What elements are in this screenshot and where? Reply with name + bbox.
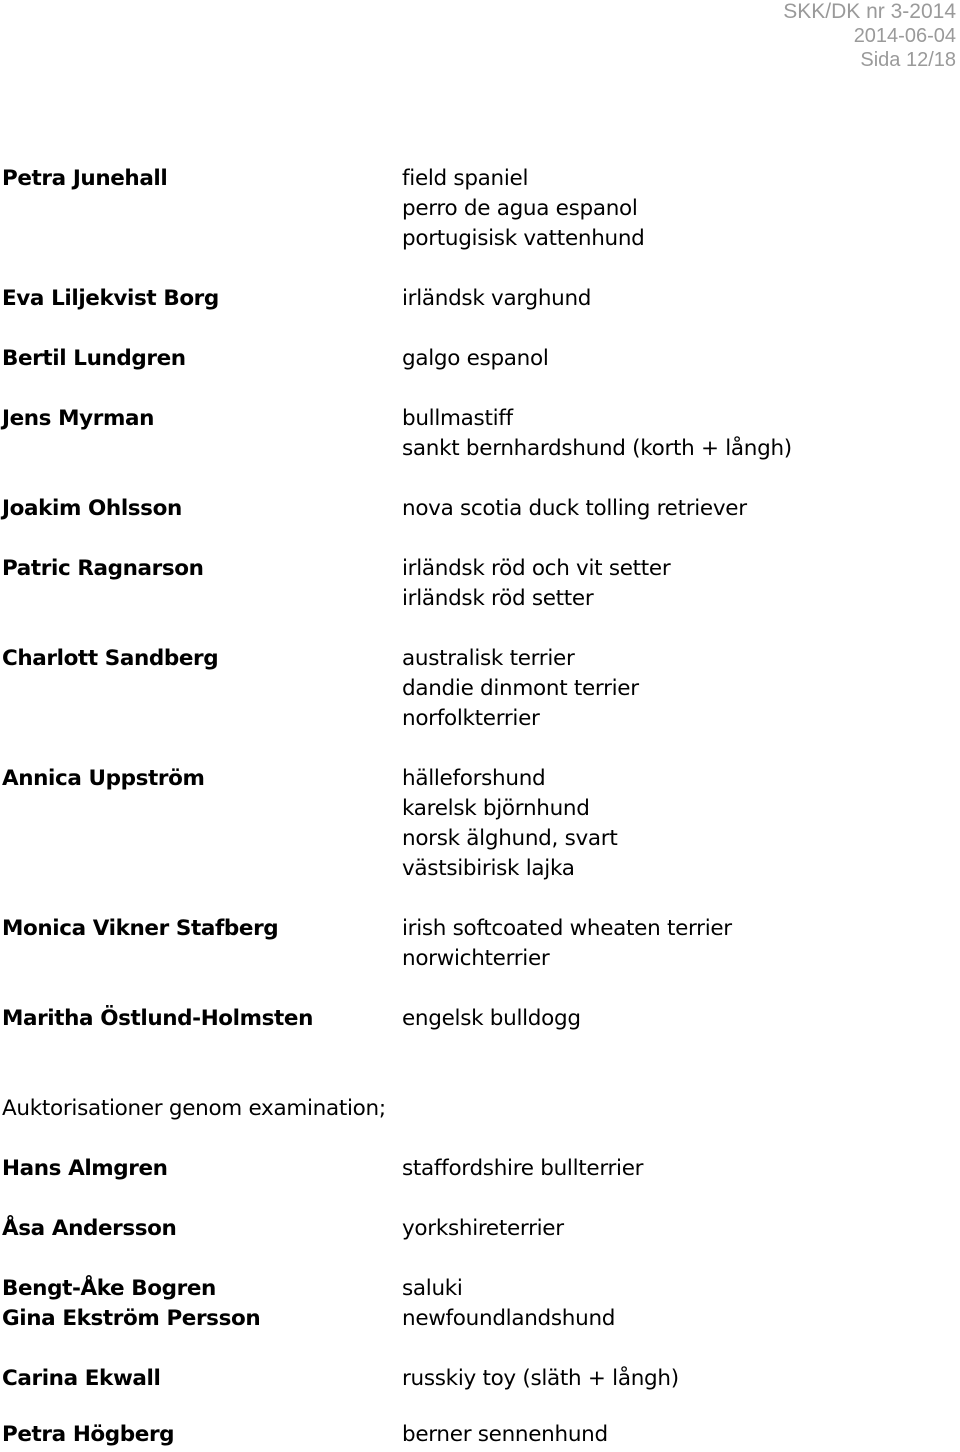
breed-name: västsibirisk lajka: [402, 856, 575, 881]
judge-name: Monica Vikner Stafberg: [2, 916, 279, 941]
breed-name: norsk älghund, svart: [402, 826, 618, 851]
judge-name: Patric Ragnarson: [2, 556, 204, 581]
breed-name: norwichterrier: [402, 946, 550, 971]
breed-name: irländsk röd setter: [402, 586, 594, 611]
breed-name: hälleforshund: [402, 766, 546, 791]
judge-name: Bengt-Åke Bogren: [2, 1276, 216, 1301]
judge-name: Charlott Sandberg: [2, 646, 219, 671]
section-heading: Auktorisationer genom examination;: [2, 1096, 386, 1121]
judge-name: Petra Junehall: [2, 166, 168, 191]
judge-name: Eva Liljekvist Borg: [2, 286, 219, 311]
breed-name: staffordshire bullterrier: [402, 1156, 644, 1181]
breed-name: irish softcoated wheaten terrier: [402, 916, 732, 941]
breed-name: yorkshireterrier: [402, 1216, 564, 1241]
breed-name: galgo espanol: [402, 346, 549, 371]
breed-name: australisk terrier: [402, 646, 575, 671]
judge-name: Carina Ekwall: [2, 1366, 161, 1391]
breed-name: perro de agua espanol: [402, 196, 638, 221]
document-date: 2014-06-04: [853, 25, 956, 47]
breed-name: berner sennenhund: [402, 1422, 608, 1447]
judge-name: Maritha Östlund-Holmsten: [2, 1006, 313, 1031]
breed-name: karelsk björnhund: [402, 796, 590, 821]
judge-name: Petra Högberg: [2, 1422, 175, 1447]
breed-name: nova scotia duck tolling retriever: [402, 496, 747, 521]
judge-name: Hans Almgren: [2, 1156, 168, 1181]
judge-name: Annica Uppström: [2, 766, 205, 791]
breed-name: norfolkterrier: [402, 706, 540, 731]
breed-name: sankt bernhardshund (korth + långh): [402, 436, 792, 461]
judge-name: Åsa Andersson: [2, 1216, 177, 1241]
breed-name: newfoundlandshund: [402, 1306, 616, 1331]
judge-name: Bertil Lundgren: [2, 346, 186, 371]
page-header: [783, 0, 956, 72]
page-number: Sida 12/18: [860, 49, 956, 71]
breed-name: irländsk röd och vit setter: [402, 556, 671, 581]
breed-name: saluki: [402, 1276, 463, 1301]
breed-name: russkiy toy (släth + långh): [402, 1366, 679, 1391]
judge-name: Joakim Ohlsson: [2, 496, 182, 521]
breed-name: portugisisk vattenhund: [402, 226, 645, 251]
breed-name: dandie dinmont terrier: [402, 676, 639, 701]
judge-name: Gina Ekström Persson: [2, 1306, 261, 1331]
document-id: SKK/DK nr 3-2014: [783, 0, 956, 23]
judge-name: Jens Myrman: [2, 406, 154, 431]
breed-name: bullmastiff: [402, 406, 513, 431]
breed-name: irländsk varghund: [402, 286, 592, 311]
breed-name: field spaniel: [402, 166, 529, 191]
breed-name: engelsk bulldogg: [402, 1006, 581, 1031]
